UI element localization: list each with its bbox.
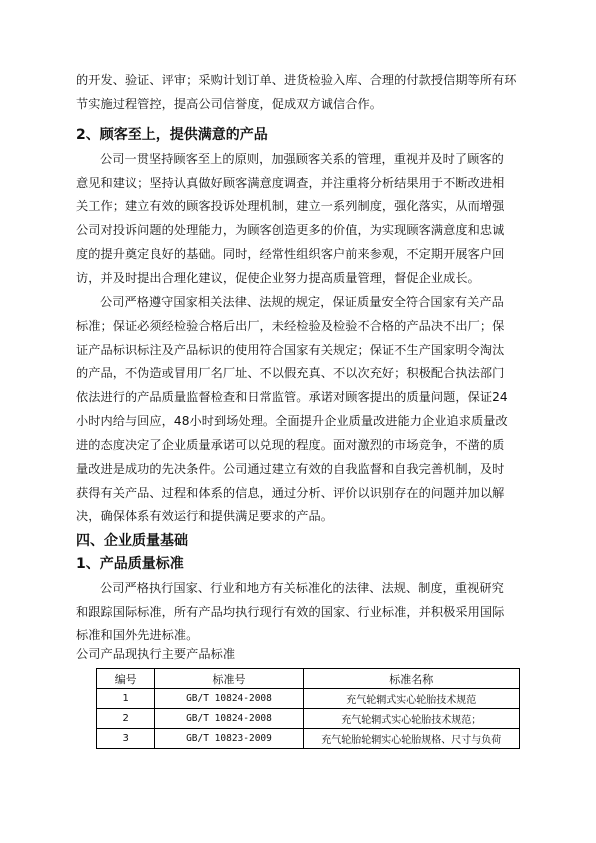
text-line: 度的提升奠定良好的基础。同时，经常性组织客户前来参观，不定期开展客户回 (76, 247, 505, 261)
text-line: 和跟踪国际标准，所有产品均执行现行有效的国家、行业标准，并积极采用国际 (76, 605, 505, 619)
text-line: 访，并及时提出合理化建议，促使企业努力提高质量管理，督促企业成长。 (76, 271, 480, 285)
text-line: 证产品标识标注及产品标识的使用符合国家有关规定；保证不生产国家明令淘汰 (76, 343, 505, 357)
cell-standard-name: 充气轮辋式实心轮胎技术规范； (303, 709, 519, 729)
cell-standard-code: GB/T 10824-2008 (155, 689, 303, 709)
text-line: 意见和建议；坚持认真做好顾客满意度调查，并注重将分析结果用于不断改进相 (76, 176, 505, 190)
text-line: 的产品，不伪造或冒用厂名厂址、不以假充真、不以次充好；积极配合执法部门 (76, 366, 505, 380)
cell-standard-code: GB/T 10824-2008 (155, 709, 303, 729)
text-line: 的开发、验证、评审；采购计划订单、进货检验入库、合理的付款授信期等所有环 (76, 73, 517, 87)
header-cell-standard-name: 标准名称 (303, 669, 519, 689)
text-line: 依法进行的产品质量监督检查和日常监管。承诺对顾客提出的质量问题，保证24 (76, 390, 508, 404)
text-line: 公司严格遵守国家相关法律、法规的规定，保证质量安全符合国家有关产品 (100, 295, 504, 309)
table-row (97, 709, 520, 729)
cell-number: 2 (97, 709, 155, 729)
heading-customer-first: 2、顾客至上，提供满意的产品 (76, 127, 268, 143)
text-line: 标准；保证必须经检验合格后出厂，未经检验及检验不合格的产品决不出厂；保 (76, 319, 505, 333)
text-line: 决，确保体系有效运行和提供满足要求的产品。 (76, 509, 333, 523)
section-heading-quality-foundation: 四、企业质量基础 (76, 533, 188, 549)
text-line: 公司对投诉问题的处理能力，为顾客创造更多的价值，为实现顾客满意度和忠诚 (76, 223, 505, 237)
text-line: 关工作；建立有效的顾客投诉处理机制，建立一系列制度，强化落实，从而增强 (76, 199, 505, 213)
cell-number: 1 (97, 689, 155, 709)
table-header-row (97, 669, 520, 689)
header-cell-number: 编号 (97, 669, 155, 689)
text-line: 量改进是成功的先决条件。公司通过建立有效的自我监督和自我完善机制，及时 (76, 462, 505, 476)
cell-standard-code: GB/T 10823-2009 (155, 729, 303, 749)
cell-number: 3 (97, 729, 155, 749)
text-line: 获得有关产品、过程和体系的信息，通过分析、评价以识别存在的问题并加以解 (76, 486, 505, 500)
standards-table (96, 668, 520, 749)
text-line: 进的态度决定了企业质量承诺可以兑现的程度。面对激烈的市场竞争，不凿的质 (76, 438, 505, 452)
cell-standard-name: 充气轮辋式实心轮胎技术规范 (303, 689, 519, 709)
text-line: 标准和国外先进标准。 (76, 628, 199, 642)
text-line: 节实施过程管控，提高公司信誉度，促成双方诚信合作。 (76, 97, 382, 111)
text-line: 公司一贯坚持顾客至上的原则，加强顾客关系的管理，重视并及时了顾客的 (100, 152, 504, 166)
header-cell-standard-code: 标准号 (155, 669, 303, 689)
table-row (97, 689, 520, 709)
text-line: 公司严格执行国家、行业和地方有关标准化的法律、法规、制度，重视研究 (100, 581, 504, 595)
table-caption: 公司产品现执行主要产品标准 (76, 647, 236, 661)
heading-product-quality-standards: 1、产品质量标准 (76, 556, 184, 572)
text-line: 小时内给与回应，48小时到场处理。全面提升企业质量改进能力企业追求质量改 (76, 414, 508, 428)
table-row (97, 729, 520, 749)
cell-standard-name: 充气轮胎轮辋实心轮胎规格、尺寸与负荷 (303, 729, 519, 749)
